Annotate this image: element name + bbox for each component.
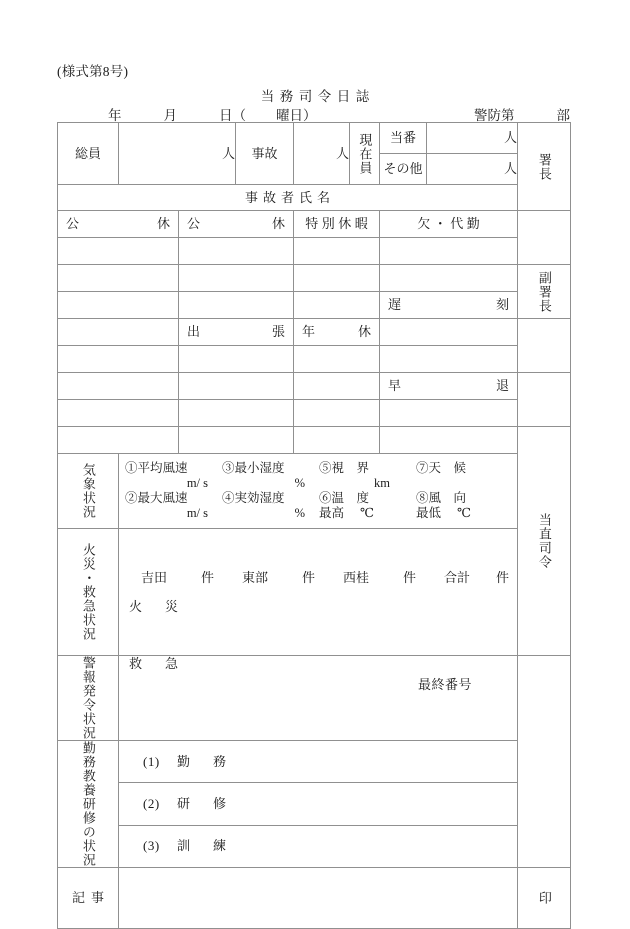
- present-staff-label-cell: [350, 123, 380, 185]
- row5-cell3[interactable]: [294, 346, 380, 373]
- total-staff-value-cell[interactable]: [119, 123, 236, 185]
- approval-cell-duty-commander[interactable]: [518, 427, 571, 656]
- area-nishikatsura-name: 西桂: [342, 570, 369, 586]
- weather-temp-max-label: 最高: [319, 506, 345, 521]
- row6-cell2[interactable]: [179, 373, 294, 400]
- accident-count-value-cell[interactable]: [294, 123, 350, 185]
- weather-content-cell[interactable]: [119, 454, 518, 529]
- weather-row: [58, 454, 571, 529]
- row8-cell3[interactable]: [294, 427, 380, 454]
- table-row: [58, 265, 571, 292]
- area-yoshida-unit: 件: [201, 570, 215, 586]
- table-row: [58, 346, 571, 373]
- weather-item-min-humidity: ③最小湿度: [222, 460, 285, 475]
- weather-temp-min-label: 最低: [416, 506, 442, 521]
- training-item-drill-num: (3): [143, 838, 160, 854]
- other-staff-unit: 人: [504, 161, 518, 177]
- col2-right-label: 休: [272, 216, 286, 232]
- row6-cell3[interactable]: [294, 373, 380, 400]
- weather-unit-weather-blank: [416, 476, 513, 491]
- weather-temp-max-unit: ℃: [360, 506, 374, 521]
- area-total[interactable]: [444, 570, 509, 586]
- area-yoshida-name: 吉田: [141, 570, 168, 586]
- training-item-study[interactable]: [119, 783, 518, 825]
- annual-leave-right-label: 休: [358, 324, 372, 340]
- area-toubu-unit: 件: [302, 570, 316, 586]
- late-arrival-left-label: 遅: [388, 297, 402, 313]
- approval-label-deputy: 副署長: [536, 270, 552, 313]
- weather-unit-visibility: km: [374, 475, 390, 490]
- approval-cell-blank-3[interactable]: [518, 373, 571, 427]
- table-row: [58, 238, 571, 265]
- business-trip-left-label: 出: [187, 324, 201, 340]
- row3-cell3[interactable]: [294, 292, 380, 319]
- department-field: [474, 104, 570, 124]
- row1-cell2[interactable]: [179, 238, 294, 265]
- other-staff-value-cell[interactable]: [427, 154, 518, 185]
- area-total-unit: 件: [495, 570, 509, 586]
- accident-names-title-row: [58, 185, 571, 211]
- weather-item-wind-direction: ⑧風 向: [416, 491, 467, 505]
- table-row: [58, 292, 571, 319]
- training-row-1: [58, 741, 571, 783]
- duty-shift-label: 当番: [380, 123, 427, 154]
- fire-label: 火 災: [129, 599, 184, 614]
- row5-cell2[interactable]: [179, 346, 294, 373]
- approval-cell-deputy[interactable]: [518, 265, 571, 319]
- row4-cell1[interactable]: [58, 319, 179, 346]
- accident-count-label: 事故: [236, 123, 294, 185]
- area-counts: [119, 570, 517, 586]
- weather-item-effective-humidity: ④実効湿度: [222, 491, 285, 505]
- row2-cell3[interactable]: [294, 265, 380, 292]
- area-yoshida[interactable]: [141, 570, 214, 586]
- col2-left-label: 公: [187, 216, 201, 232]
- total-staff-label: 総員: [58, 123, 119, 185]
- row5-cell1[interactable]: [58, 346, 179, 373]
- approval-label-seal: 印: [536, 891, 552, 905]
- early-leave-right-label: 退: [496, 378, 510, 394]
- other-staff-label: その他: [380, 154, 427, 185]
- row1-cell1[interactable]: [58, 238, 179, 265]
- weather-label-cell: [58, 454, 119, 529]
- weather-temp-max-group: [319, 506, 416, 521]
- fire-rescue-label: 火災・救急状況: [80, 543, 96, 641]
- business-trip-cell[interactable]: [179, 319, 294, 346]
- fire-rescue-row: [58, 529, 571, 656]
- training-label: 勤務教養研修の状況: [80, 741, 96, 867]
- weather-item-avg-wind: ①平均風速: [125, 460, 188, 475]
- table-row: [58, 427, 571, 454]
- training-item-study-label: 研 修: [177, 796, 232, 812]
- date-month-label: 月: [163, 108, 177, 123]
- weather-unit-max-wind: m/ s: [186, 506, 208, 521]
- row3-cell2[interactable]: [179, 292, 294, 319]
- date-year-label: 年: [108, 108, 122, 123]
- row5-cell4[interactable]: [380, 346, 518, 373]
- area-nishikatsura[interactable]: [343, 570, 416, 586]
- weather-temp-min-group: [416, 506, 513, 521]
- training-item-duty-label: 勤 務: [177, 753, 232, 769]
- fire-rescue-content-cell[interactable]: [119, 529, 518, 692]
- department-suffix-label: 部: [556, 108, 570, 123]
- form-code: (様式第8号): [57, 64, 129, 79]
- weather-unit-effective-humidity: %: [294, 506, 305, 521]
- early-leave-left-label: 早: [388, 378, 402, 394]
- rescue-label: 救 急: [129, 656, 184, 671]
- weather-item-temperature: ⑥温 度: [319, 491, 370, 505]
- approval-label-chief: 署長: [536, 152, 552, 181]
- late-arrival-cell[interactable]: [380, 292, 518, 319]
- annual-leave-cell[interactable]: [294, 319, 380, 346]
- row7-cell2[interactable]: [179, 400, 294, 427]
- notes-label: 記事: [58, 868, 119, 929]
- approval-cell-blank-1[interactable]: [518, 211, 571, 265]
- area-toubu[interactable]: [242, 570, 315, 586]
- department-prefix-label: 警防第: [474, 108, 515, 123]
- column-header-absence-substitute: 欠・代勤: [380, 211, 518, 238]
- date-fields: [108, 104, 317, 124]
- duty-shift-unit: 人: [504, 130, 518, 146]
- weather-unit-min-humidity: %: [294, 475, 305, 490]
- weather-item-max-wind: ②最大風速: [125, 491, 188, 505]
- area-total-name: 合計: [443, 570, 470, 586]
- row3-cell1[interactable]: [58, 292, 179, 319]
- row7-cell4[interactable]: [380, 400, 518, 427]
- duty-log-table: [57, 122, 571, 929]
- date-weekday-label: 曜日）: [276, 108, 317, 123]
- weather-grid: [119, 458, 517, 525]
- row1-cell3[interactable]: [294, 238, 380, 265]
- row7-cell3[interactable]: [294, 400, 380, 427]
- row2-cell4[interactable]: [380, 265, 518, 292]
- training-row-3: [58, 825, 571, 867]
- row4-cell4[interactable]: [380, 319, 518, 346]
- row2-cell1[interactable]: [58, 265, 179, 292]
- accident-count-unit: 人: [336, 145, 350, 161]
- approval-cell-chief[interactable]: [518, 123, 571, 211]
- notes-row: [58, 868, 571, 929]
- training-item-drill-label: 訓 練: [177, 838, 232, 854]
- approval-label-duty-commander: 当直司令: [536, 513, 552, 569]
- business-trip-right-label: 張: [272, 324, 286, 340]
- area-toubu-name: 東部: [241, 570, 268, 586]
- training-row-2: [58, 783, 571, 825]
- training-label-cell: [58, 741, 119, 868]
- alert-status-label: 警報発令状況: [80, 656, 96, 740]
- duty-shift-value-cell[interactable]: [427, 123, 518, 154]
- weather-temp-min-unit: ℃: [457, 506, 471, 521]
- weather-item-weather: ⑦天 候: [416, 460, 467, 475]
- accident-names-title: 事故者氏名: [58, 185, 518, 211]
- col1-left-label: 公: [66, 216, 80, 232]
- area-nishikatsura-unit: 件: [402, 570, 416, 586]
- fire-rescue-label-cell: [58, 529, 119, 656]
- row6-cell1[interactable]: [58, 373, 179, 400]
- approval-cell-seal[interactable]: [518, 868, 571, 929]
- training-item-duty[interactable]: [119, 741, 518, 783]
- approval-cell-blank-2[interactable]: [518, 319, 571, 373]
- training-item-drill[interactable]: [119, 825, 518, 867]
- column-header-public-holiday-1: [58, 211, 179, 238]
- col1-right-label: 休: [156, 216, 170, 232]
- column-header-public-holiday-2: [179, 211, 294, 238]
- early-leave-cell[interactable]: [380, 373, 518, 400]
- table-row: [58, 373, 571, 400]
- last-number-label: 最終番号: [418, 677, 473, 692]
- row7-cell1[interactable]: [58, 400, 179, 427]
- table-row: [58, 400, 571, 427]
- row8-cell1[interactable]: [58, 427, 179, 454]
- staff-count-row: [58, 123, 571, 154]
- weather-label: 気象状況: [80, 463, 96, 519]
- notes-value[interactable]: [119, 868, 518, 929]
- row2-cell2[interactable]: [179, 265, 294, 292]
- table-row: [58, 319, 571, 346]
- late-arrival-right-label: 刻: [496, 297, 510, 313]
- weather-item-visibility: ⑤視 界: [319, 460, 370, 475]
- training-item-study-num: (2): [143, 796, 160, 812]
- accident-names-header-row: [58, 211, 571, 238]
- weather-unit-avg-wind: m/ s: [186, 475, 208, 490]
- row1-cell4[interactable]: [380, 238, 518, 265]
- annual-leave-left-label: 年: [302, 324, 316, 340]
- page-title: 当務司令日誌: [260, 89, 375, 104]
- row8-cell4[interactable]: [380, 427, 518, 454]
- row8-cell2[interactable]: [179, 427, 294, 454]
- column-header-special-leave: 特別休暇: [294, 211, 380, 238]
- date-day-label: 日（: [219, 108, 246, 123]
- training-item-duty-num: (1): [143, 753, 160, 769]
- present-staff-label: 現在員: [357, 132, 373, 175]
- total-staff-unit: 人: [222, 145, 236, 161]
- date-line: [57, 104, 570, 122]
- alert-status-label-cell: [58, 656, 119, 741]
